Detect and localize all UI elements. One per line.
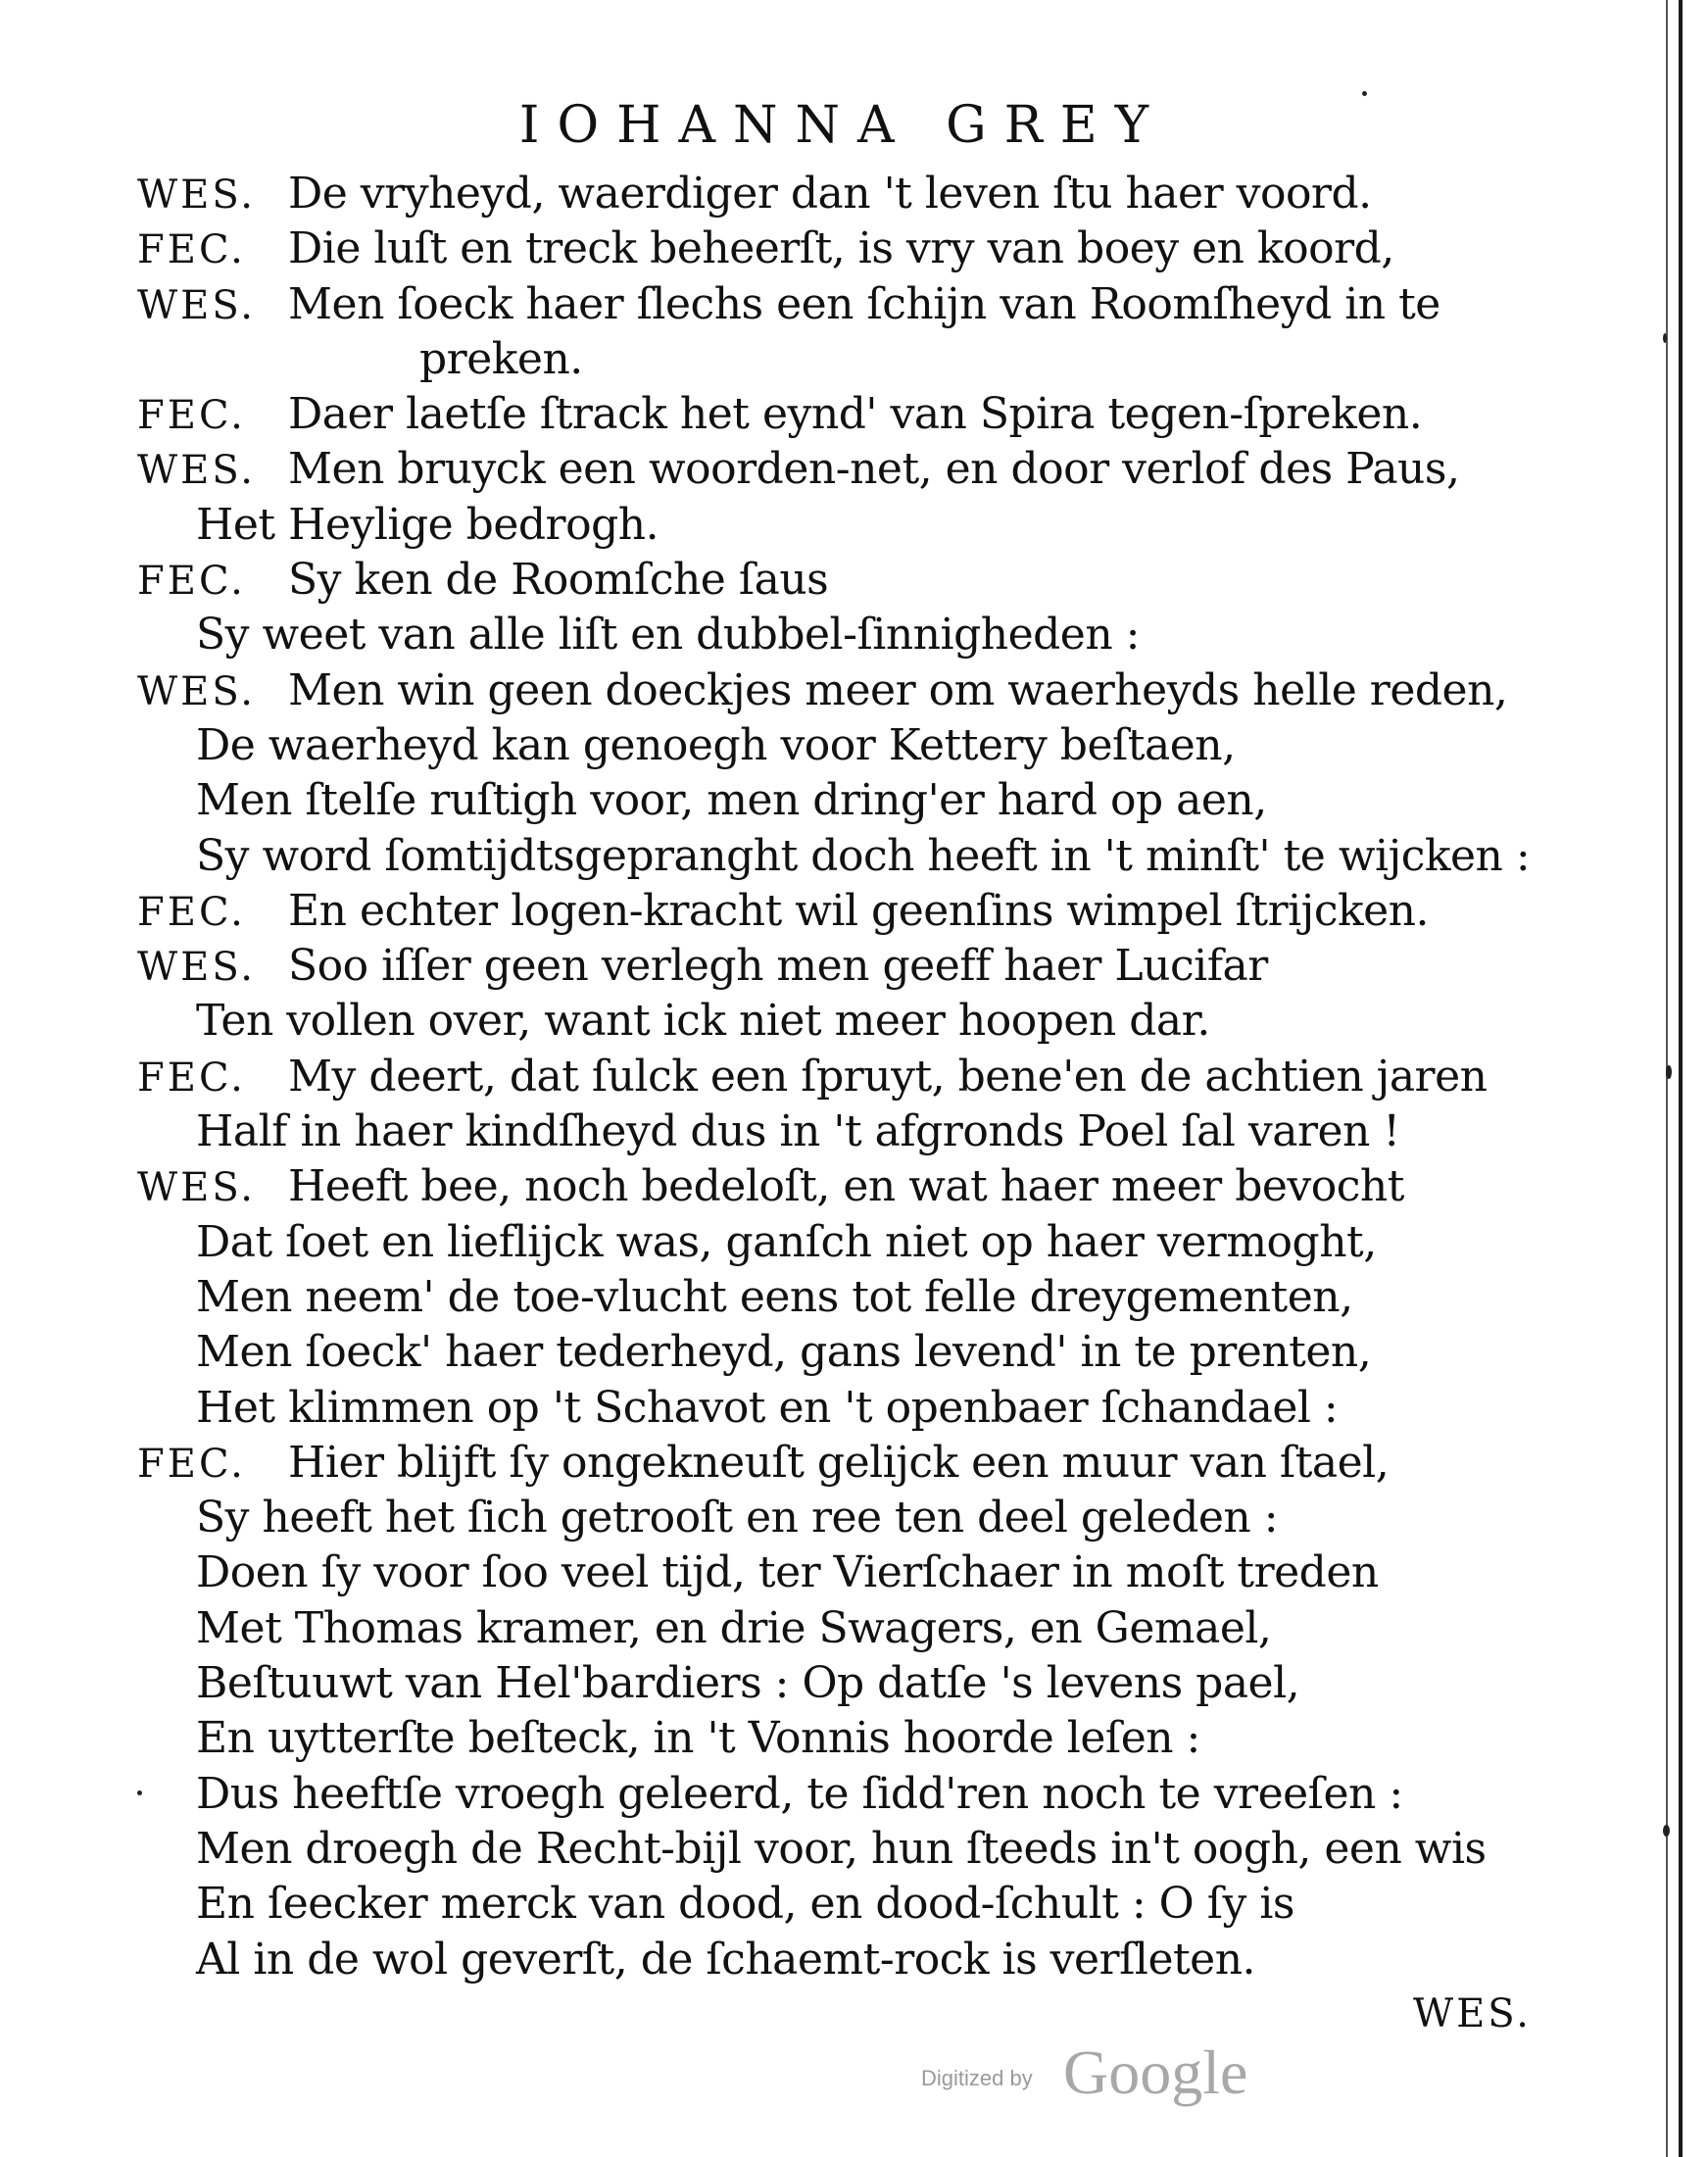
verse-line — [137, 1325, 1529, 1380]
verse-line — [137, 994, 1529, 1049]
watermark-small-text: Digitized by — [921, 2066, 1033, 2090]
verse-line — [137, 1822, 1529, 1877]
verse-line-text: En ſeecker merck van dood, en dood-ſchult : O ſy is — [196, 1879, 1294, 1930]
speaker-label: FEC. — [137, 227, 246, 273]
verse-line — [137, 829, 1529, 884]
speaker-label: WES. — [137, 945, 257, 991]
verse-line-text: Men win geen doeckjes meer om waerheyds helle reden, — [288, 664, 1508, 715]
verse-line-text: Dat ſoet en liefliјck was, ganſch niet op haer vermoght, — [196, 1216, 1377, 1267]
verse-line — [137, 1215, 1529, 1270]
verse-line-text: Het klimmen op 't Schavot en 't openbaer ſchandael : — [196, 1382, 1339, 1433]
ink-speck — [137, 1790, 142, 1795]
verse-line-text: Men neem' de toe-vlucht eens tot felle dreygementen, — [196, 1271, 1353, 1322]
verse-line — [137, 939, 1529, 994]
verse-line-text: Men droegh de Recht-bijl voor, hun ſteeds in't oogh, een wis — [196, 1823, 1487, 1874]
verse-line-text: Men ſoeck' haer tederheyd, gans levend' in te prenten, — [196, 1327, 1372, 1378]
verse-line-text: De waerheyd kan genoegh voor Kettery beſtaen, — [196, 719, 1236, 770]
verse-line — [137, 773, 1529, 828]
verse-line-text: Doen ſy voor ſoo veel tijd, ter Vierſchaer in moſt treden — [196, 1547, 1379, 1598]
verse-line — [137, 1381, 1529, 1436]
speaker-label: WES. — [137, 668, 257, 714]
verse-line-text: Al in de wol geverſt, de ſchaemt-rock is verſleten. — [196, 1934, 1256, 1985]
verse-line — [137, 663, 1529, 718]
ink-speck — [1362, 91, 1367, 96]
speaker-label: WES. — [137, 172, 257, 218]
verse-line-text: Men bruyck een woorden-net, en door verlof des Paus, — [288, 444, 1460, 495]
verse-line — [137, 1601, 1529, 1656]
verse-line-text: Sy heeft het ſich getrooſt en ree ten deel geleden : — [196, 1493, 1279, 1544]
verse-line-text: Het Heylige bedrogh. — [196, 499, 659, 550]
verse-line — [137, 1545, 1529, 1600]
verse-text-block — [137, 167, 1529, 1987]
verse-line-text: Beſtuuwt van Hel'bardiers : Op datſe 's levens pael, — [196, 1658, 1300, 1709]
verse-line-text: Daer laetſe ſtrack het eynd' van Spira tegen-ſpreken. — [288, 389, 1423, 440]
verse-line-text: Hier blijft ſy ongekneuſt gelijck een muur van ſtael, — [288, 1437, 1390, 1488]
watermark-logo-text: Google — [1063, 2037, 1248, 2107]
ink-speck — [1663, 1825, 1670, 1837]
running-head: IOHANNA GREY — [518, 96, 1167, 155]
verse-line — [137, 1711, 1529, 1766]
speaker-label: FEC. — [137, 1054, 246, 1101]
speaker-label: WES. — [137, 448, 257, 494]
verse-line — [137, 553, 1529, 608]
verse-line — [137, 1491, 1529, 1545]
verse-line-text: Sy weet van alle liſt en dubbel-ſinnigheden : — [196, 610, 1140, 661]
verse-line-text: preken. — [419, 333, 583, 384]
verse-line-text: Men ſtelſe ruſtigh voor, men dring'er hard op aen, — [196, 775, 1267, 826]
speaker-label: FEC. — [137, 1441, 246, 1487]
verse-line — [137, 1104, 1529, 1159]
verse-line-text: Soo iſſer geen verlegh men geeff haer Lucifar — [288, 941, 1268, 992]
verse-line-text: Die luſt en treck beheerſt, is vry van boey en koord, — [288, 223, 1394, 274]
verse-line — [137, 1656, 1529, 1711]
verse-line — [137, 1270, 1529, 1325]
verse-line — [137, 1050, 1529, 1104]
ink-speck — [1663, 333, 1667, 343]
verse-line-text: En echter logen-kracht wil geenſins wimpel ſtrijcken. — [288, 885, 1429, 936]
speaker-label: WES. — [137, 1165, 257, 1211]
verse-line — [137, 332, 1529, 387]
catchword: WES. — [1412, 1991, 1532, 2036]
verse-line — [137, 498, 1529, 553]
page-edge-shadow — [1679, 0, 1683, 2157]
digitized-watermark — [921, 2036, 1313, 2115]
verse-line-text: En uytterſte beſteck, in 't Vonnis hoorde leſen : — [196, 1713, 1200, 1764]
verse-line-text: De vryheyd, waerdiger dan 't leven ſtu haer voord. — [288, 169, 1372, 219]
verse-line — [137, 608, 1529, 662]
verse-line — [137, 718, 1529, 773]
verse-line-text: Sy word ſomtijdtsgepranght doch heeft in 't minſt' te wijcken : — [196, 830, 1531, 881]
verse-line — [137, 387, 1529, 442]
verse-line-text: Met Thomas kramer, en drie Swagers, en Gemael, — [196, 1602, 1272, 1653]
verse-line — [137, 1877, 1529, 1932]
verse-line — [137, 167, 1529, 221]
verse-line-text: Dus heeftſe vroegh geleerd, te ſidd'ren noch te vreeſen : — [196, 1768, 1403, 1819]
verse-line — [137, 277, 1529, 332]
ink-speck — [1666, 1065, 1672, 1079]
verse-line — [137, 442, 1529, 497]
verse-line — [137, 221, 1529, 276]
verse-line — [137, 1159, 1529, 1214]
verse-line — [137, 884, 1529, 939]
speaker-label: FEC. — [137, 393, 246, 439]
verse-line-text: My deert, dat ſulck een ſpruyt, bene'en de achtien jaren — [288, 1051, 1488, 1102]
verse-line — [137, 1767, 1529, 1822]
verse-line — [137, 1436, 1529, 1491]
verse-line-text: Ten vollen over, want ick niet meer hoopen dar. — [196, 996, 1210, 1047]
verse-line — [137, 1933, 1529, 1987]
speaker-label: WES. — [137, 282, 257, 328]
verse-line-text: Sy ken de Roomſche ſaus — [288, 555, 829, 606]
verse-line-text: Half in haer kindſheyd dus in 't afgronds Poel ſal varen ! — [196, 1106, 1400, 1157]
speaker-label: FEC. — [137, 559, 246, 605]
speaker-label: FEC. — [137, 889, 246, 935]
verse-line-text: Men ſoeck haer ſlechs een ſchijn van Roomſheyd in te — [288, 278, 1440, 329]
verse-line-text: Heeft bee, noch bedeloſt, en wat haer meer bevocht — [288, 1161, 1404, 1212]
